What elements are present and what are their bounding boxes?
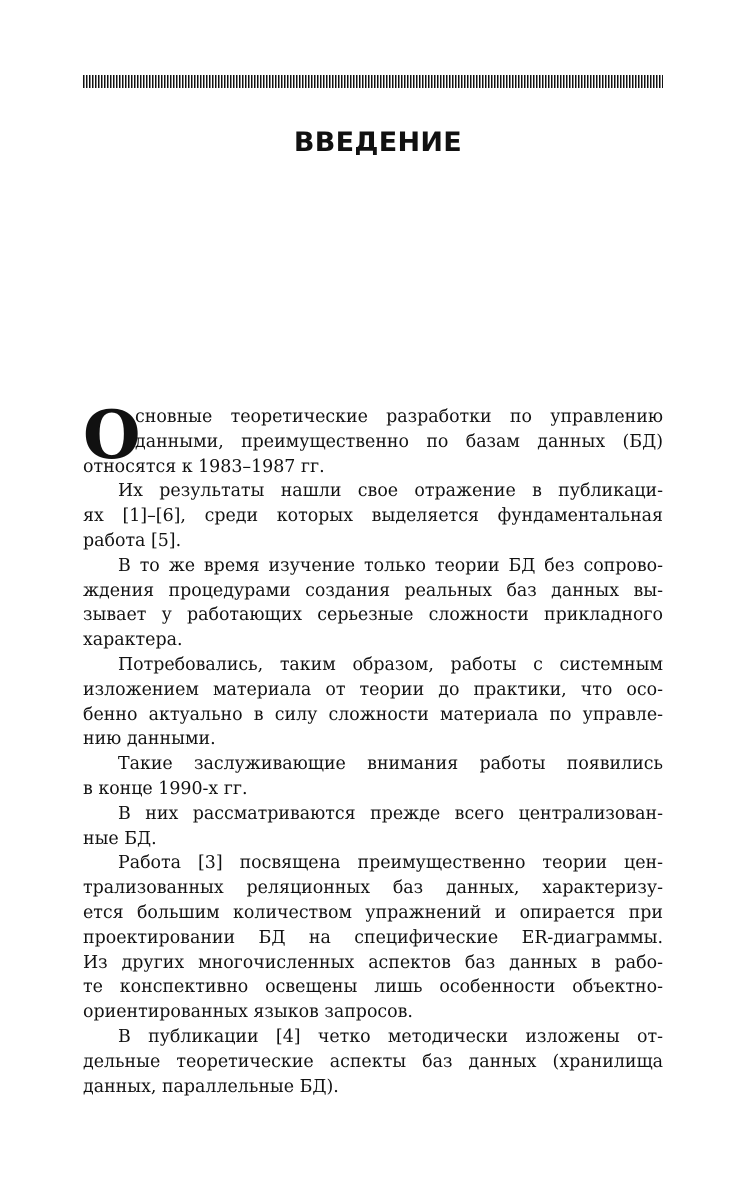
paragraph bbox=[83, 752, 663, 802]
text-line: характера. bbox=[83, 630, 183, 651]
text-line: ные БД. bbox=[83, 828, 157, 849]
text-line: Из других многочисленных аспектов баз данных в рабо- bbox=[83, 952, 663, 973]
text-line: изложением материала от теории до практики, что осо- bbox=[83, 679, 663, 700]
body-text bbox=[83, 396, 663, 1099]
text-line: бенно актуально в силу сложности материала по управле- bbox=[83, 704, 663, 725]
text-line: сновные теоретические разработки по управлению bbox=[135, 407, 663, 427]
text-line: зывает у работающих серьезные сложности прикладного bbox=[83, 605, 663, 626]
text-line: ется большим количеством упражнений и опирается при bbox=[83, 902, 663, 923]
chapter-title: ВВЕДЕНИЕ bbox=[293, 127, 463, 158]
text-line: трализованных реляционных баз данных, характеризу- bbox=[83, 878, 663, 899]
text-line: в конце 1990-х гг. bbox=[83, 778, 248, 799]
paragraph bbox=[83, 802, 663, 852]
top-decorative-rule bbox=[83, 75, 663, 88]
text-line: те конспективно освещены лишь особенности объектно- bbox=[83, 977, 663, 998]
text-line: данными, преимущественно по базам данных (БД) bbox=[135, 431, 663, 452]
paragraph bbox=[83, 1025, 663, 1099]
text-line: В то же время изучение только теории БД без сопрово- bbox=[118, 555, 663, 576]
text-line: ориентированных языков запросов. bbox=[83, 1002, 413, 1023]
text-line: ждения процедурами создания реальных баз данных вы- bbox=[83, 580, 663, 601]
text-line: проектировании БД на специфические ER-диаграммы. bbox=[83, 927, 663, 948]
paragraph bbox=[83, 396, 663, 479]
text-line: ях [1]–[6], среди которых выделяется фундаментальная bbox=[83, 506, 663, 527]
text-line: данных, параллельные БД). bbox=[83, 1076, 339, 1097]
text-line: В публикации [4] четко методически изложены от- bbox=[118, 1026, 663, 1047]
paragraph bbox=[83, 653, 663, 752]
text-line: В них рассматриваются прежде всего централизован- bbox=[118, 803, 663, 824]
paragraph bbox=[83, 479, 663, 553]
text-line: Их результаты нашли свое отражение в публикаци- bbox=[118, 481, 663, 502]
text-line: относятся к 1983–1987 гг. bbox=[83, 456, 325, 477]
text-line: Работа [3] посвящена преимущественно теории цен- bbox=[118, 853, 663, 874]
text-line: Такие заслуживающие внимания работы появились bbox=[118, 754, 663, 775]
drop-cap: О bbox=[83, 396, 141, 474]
text-line: нию данными. bbox=[83, 729, 216, 750]
text-line: Потребовались, таким образом, работы с системным bbox=[118, 654, 663, 675]
text-line: работа [5]. bbox=[83, 530, 182, 551]
paragraph bbox=[83, 851, 663, 1025]
paragraph bbox=[83, 554, 663, 653]
text-line: дельные теоретические аспекты баз данных (хранилища bbox=[83, 1051, 663, 1072]
